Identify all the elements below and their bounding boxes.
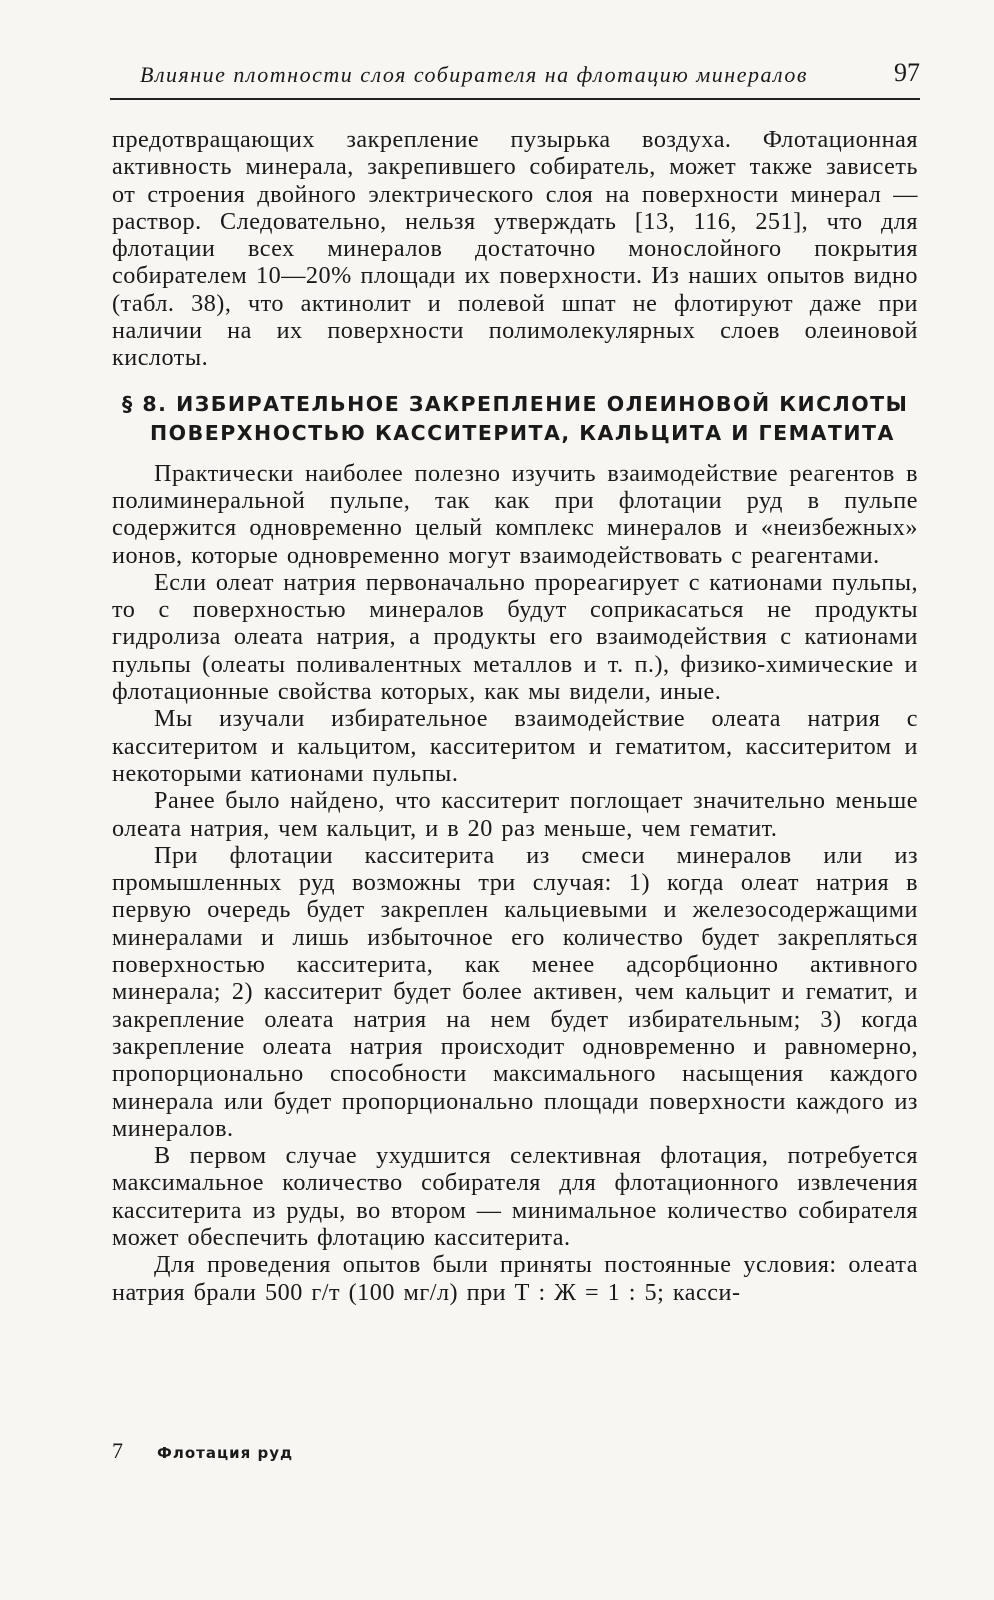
section-heading-line-1: § 8. ИЗБИРАТЕЛЬНОЕ ЗАКРЕПЛЕНИЕ ОЛЕИНОВОЙ КИСЛОТЫ [122,391,909,416]
section-heading [112,390,918,448]
running-header [110,58,920,100]
paragraph: В первом случае ухудшится селективная флотация, потребуется максимальное количество собирателя для флотационного извлечения касситерита из руды, во втором — минимальное количество собирателя может обеспечить флотацию касситерита. [112,1142,918,1251]
paragraph: Для проведения опытов были приняты постоянные условия: олеата натрия брали 500 г/т (100 мг/л) при Т : Ж = 1 : 5; касси- [112,1251,918,1306]
section-heading-line-2: ПОВЕРХНОСТЬЮ КАССИТЕРИТА, КАЛЬЦИТА И ГЕМАТИТА [150,420,895,445]
page-number: 97 [894,58,920,87]
body-text [112,126,918,1306]
signature-mark [112,1438,293,1464]
paragraph: Ранее было найдено, что касситерит поглощает значительно меньше олеата натрия, чем кальцит, и в 20 раз меньше, чем гематит. [112,787,918,842]
signature-text: Флотация руд [157,1444,294,1462]
paragraph: Мы изучали избирательное взаимодействие олеата натрия с касситеритом и кальцитом, касситеритом и гематитом, касситеритом и некоторыми катионами пульпы. [112,705,918,787]
signature-number: 7 [112,1438,123,1463]
paragraph: При флотации касситерита из смеси минералов или из промышленных руд возможны три случая: 1) когда олеат натрия в первую очередь будет закреплен кальциевыми и железосодержащими минералами и лишь избыточное его количество будет закрепляться поверхностью касситерита, как менее адсорбционно активного минерала; 2) касситерит будет более активен, чем кальцит и гематит, и закрепление олеата натрия на нем будет избирательным; 3) когда закрепление олеата натрия происходит одновременно и равномерно, пропорционально способности максимального насыщения каждого минерала или будет пропорционально площади поверхности каждого из минералов. [112,841,918,1142]
paragraph: Если олеат натрия первоначально прореагирует с катионами пульпы, то с поверхностью минералов будут соприкасаться не продукты гидролиза олеата натрия, а продукты его взаимодействия с катионами пульпы (олеаты поливалентных металлов и т. п.), физико-химические и флотационные свойства которых, как мы видели, иные. [112,568,918,706]
running-header-title: Влияние плотности слоя собирателя на флотацию минералов [140,62,808,87]
paragraph: Практически наиболее полезно изучить взаимодействие реагентов в полиминеральной пульпе, так как при флотации руд в пульпе содержится одновременно целый комплекс минералов и «неизбежных» ионов, которые одновременно могут взаимодействовать с реагентами. [112,459,918,569]
paragraph: предотвращающих закрепление пузырька воздуха. Флотационная активность минерала, закрепившего собиратель, может также зависеть от строения двойного электрического слоя на поверхности минерал — раствор. Следовательно, нельзя утверждать [13, 116, 251], что для флотации всех минералов достаточно монослойного покрытия собирателем 10—20% площади их поверхности. Из наших опытов видно (табл. 38), что актинолит и полевой шпат не флотируют даже при наличии на их поверхности полимолекулярных слоев олеиновой кислоты. [112,126,918,372]
